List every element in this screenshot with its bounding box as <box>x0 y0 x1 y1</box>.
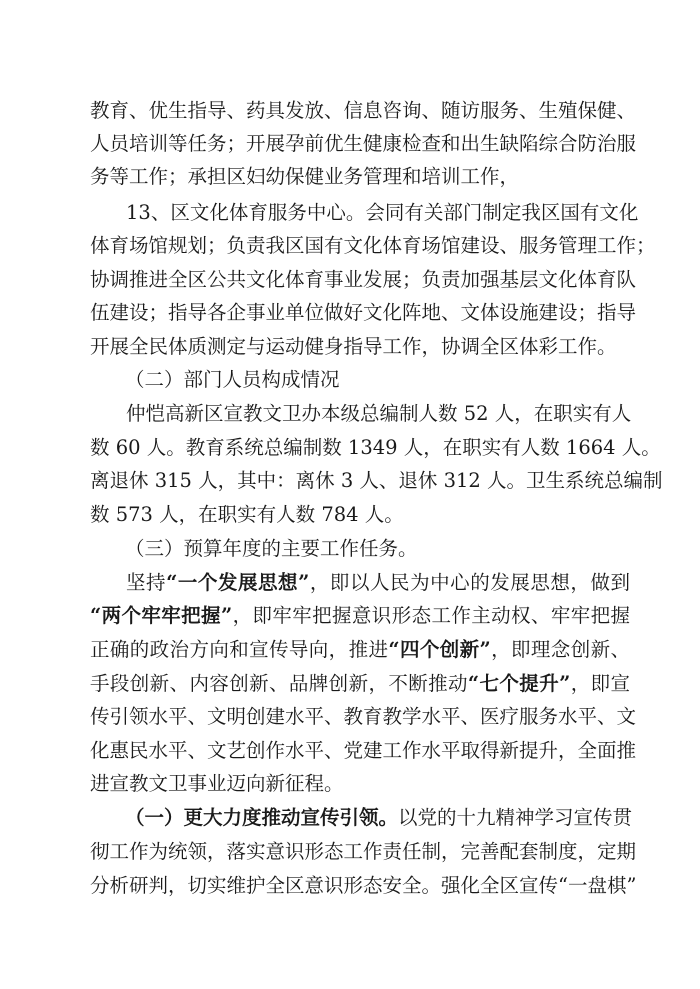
text-run: ，即理念创新、 <box>490 638 630 661</box>
text-line <box>90 872 637 900</box>
text-run: 化惠民水平、文艺创作水平、党建工作水平取得新提升，全面推 <box>90 739 637 762</box>
text-line <box>90 266 637 294</box>
bold-text: （一）更大力度推动宣传引领。 <box>125 806 399 829</box>
text-run: 手段创新、内容创新、品牌创新，不断推动 <box>90 672 468 695</box>
text-run: ，即宣 <box>570 672 630 695</box>
bold-text: “两个牢牢把握” <box>90 604 233 627</box>
text-line <box>90 333 630 361</box>
text-run: 教育、优生指导、药具发放、信息咨询、随访服务、生殖保健、 <box>90 99 637 122</box>
text-run: 数 60 人。教育系统总编制数 1349 人，在职实有人数 1664 人。 <box>90 436 661 459</box>
text-run: 伍建设；指导各企事业单位做好文化阵地、文体设施建设；指导 <box>90 301 637 324</box>
text-run: 体育场馆规划；负责我区国有文化体育场馆建设、服务管理工作； <box>90 234 656 257</box>
text-line <box>90 130 637 158</box>
text-line <box>126 569 630 597</box>
text-line <box>90 434 661 462</box>
text-line <box>90 501 630 529</box>
text-line <box>90 97 637 125</box>
text-run: 数 573 人，在职实有人数 784 人。 <box>90 503 404 526</box>
text-line <box>90 670 630 698</box>
text-line <box>90 838 637 866</box>
text-run: （二）部门人员构成情况 <box>125 368 340 391</box>
bold-text: “一个发展思想” <box>166 571 310 594</box>
text-run: （三）预算年度的主要工作任务。 <box>125 537 418 560</box>
text-line <box>126 199 639 227</box>
text-run: 坚持 <box>126 571 167 594</box>
text-run: 协调推进全区公共文化体育事业发展；负责加强基层文化体育队 <box>90 268 637 291</box>
text-run: 13、区文化体育服务中心。会同有关部门制定我区国有文化 <box>126 201 639 224</box>
text-run: 进宣教文卫事业迈向新征程。 <box>90 772 344 795</box>
text-line <box>90 602 630 630</box>
text-line <box>125 366 630 394</box>
bold-text: “七个提升” <box>467 672 571 695</box>
text-run: 离退休 315 人，其中：离休 3 人、退休 312 人。卫生系统总编制 <box>90 469 663 492</box>
text-line <box>90 232 656 260</box>
text-run: 务等工作；承担区妇幼保健业务管理和培训工作， <box>90 165 520 188</box>
text-line <box>125 804 633 832</box>
text-line <box>126 400 630 428</box>
text-run: 传引领水平、文明创建水平、教育教学水平、医疗服务水平、文 <box>90 705 637 728</box>
text-line <box>90 770 630 798</box>
text-run: 开展全民体质测定与运动健身指导工作，协调全区体彩工作。 <box>90 335 617 358</box>
text-run: ，即以人民为中心的发展思想，做到 <box>309 571 630 594</box>
text-line <box>90 299 637 327</box>
text-line <box>90 636 630 664</box>
text-line <box>90 703 637 731</box>
text-line <box>125 535 630 563</box>
text-run: 分析研判，切实维护全区意识形态安全。强化全区宣传“一盘棋” <box>90 874 637 897</box>
text-run: ，即牢牢把握意识形态工作主动权、牢牢把握 <box>232 604 630 627</box>
text-run: 以党的十九精神学习宣传贯 <box>398 806 633 829</box>
text-run: 正确的政治方向和宣传导向，推进 <box>90 638 389 661</box>
bold-text: “四个创新” <box>388 638 491 661</box>
text-line <box>90 737 637 765</box>
text-line <box>90 467 663 495</box>
text-run: 仲恺高新区宣教文卫办本级总编制人数 52 人，在职实有人 <box>126 402 632 425</box>
text-line <box>90 163 630 191</box>
text-run: 人员培训等任务；开展孕前优生健康检查和出生缺陷综合防治服 <box>90 132 637 155</box>
text-run: 彻工作为统领，落实意识形态工作责任制，完善配套制度，定期 <box>90 840 637 863</box>
